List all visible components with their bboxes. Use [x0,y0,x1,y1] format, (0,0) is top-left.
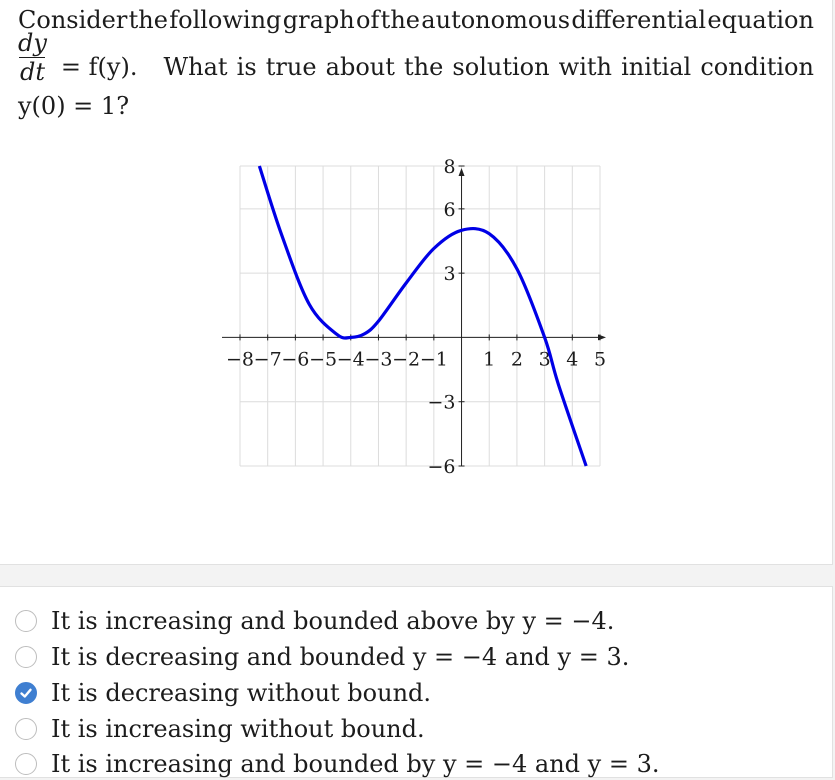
x-tick-label: 3 [538,348,551,371]
x-tick-label: −8 [225,348,255,371]
question-word: initial [621,52,692,81]
question-word: the [128,6,168,34]
x-tick-label: 2 [510,348,523,371]
x-tick-label: −5 [309,348,338,371]
question-word: is [236,52,257,81]
y-tick-label: 6 [443,198,456,221]
radio-button[interactable] [15,610,37,632]
answers-card [0,586,833,778]
x-tick-label: −7 [253,348,282,371]
x-tick-label: 4 [566,348,579,371]
x-tick-label: −1 [419,348,448,371]
answer-option-5[interactable] [15,748,659,780]
x-tick-label: 5 [593,348,607,371]
x-tick-label: −3 [364,348,393,371]
answer-option-2[interactable] [15,641,629,673]
x-tick-label: −6 [281,348,310,371]
option-text: It is increasing and bounded above by y = −4. [51,607,615,635]
y-tick-label: 3 [443,263,456,286]
question-word: the [380,6,420,34]
x-axis-arrow [598,334,606,340]
derivative-fraction [18,31,47,84]
question-word: true [265,52,317,81]
question-word: autonomous [421,6,571,34]
question-word: the [404,52,444,81]
option-text: It is decreasing and bounded y = −4 and y = 3. [51,643,630,671]
answer-option-3[interactable] [15,677,431,709]
question-word: about [325,52,395,81]
option-text: It is decreasing without bound. [51,679,432,707]
answer-option-4[interactable] [15,713,425,745]
y-axis-arrow [459,168,465,176]
fraction-numerator: dy [18,29,47,57]
x-tick-label: −4 [336,348,365,371]
question-word: What [163,52,228,81]
radio-button-checked[interactable] [15,682,37,704]
question-word: solution [452,52,550,81]
radio-button[interactable] [15,753,37,775]
fraction-denominator: dt [19,58,45,86]
equation-rhs: = f(y). [60,52,138,81]
function-graph [200,150,630,490]
question-line-3: y(0) = 1? [18,92,130,120]
function-curve [259,166,586,466]
y-tick-label: −6 [427,456,456,478]
question-word: with [558,52,612,81]
option-text: It is increasing without bound. [51,715,425,743]
answer-option-1[interactable] [15,605,614,637]
question-word: graph [282,6,355,34]
x-tick-label: 1 [483,348,496,371]
option-text: It is increasing and bounded by y = −4 and y = 3. [51,750,660,778]
question-word: Consider [18,6,128,34]
x-tick-label: −2 [392,348,421,371]
radio-button[interactable] [15,718,37,740]
checkmark-icon [19,686,33,700]
question-word: equation [707,6,814,34]
radio-button[interactable] [15,646,37,668]
question-word: differential [571,6,707,34]
y-tick-label: 8 [443,156,456,178]
y-tick-label: −3 [427,391,456,414]
question-line-2-words [163,53,814,81]
question-word: condition [700,52,814,81]
question-word: following [169,6,282,34]
question-word: of [356,6,380,34]
question-line-1 [18,6,814,34]
question-line-2 [18,29,814,86]
